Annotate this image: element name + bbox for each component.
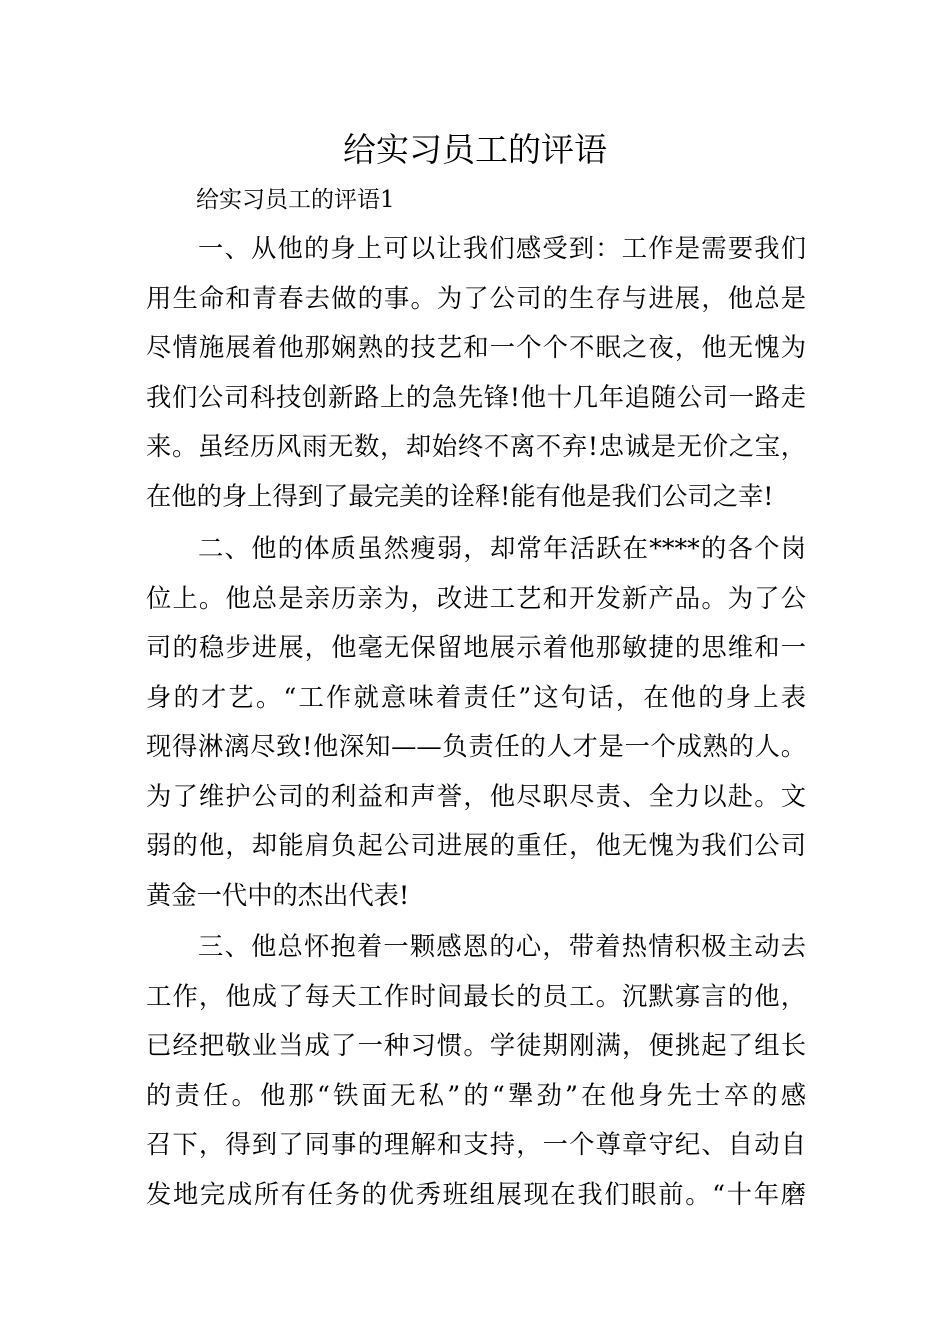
paragraph-2 [146,524,806,920]
paragraph-3 [146,922,806,1219]
paragraph-line: 为了维护公司的利益和声誉，他尽职尽责、全力以赴。文 [146,781,806,811]
document-title: 给实习员工的评语 [343,130,607,169]
paragraph-line: 位上。他总是亲历亲为，改进工艺和开发新产品。为了公 [146,583,806,613]
paragraph-line: 黄金一代中的杰出代表! [146,880,410,910]
paragraph-line: 在他的身上得到了最完美的诠释!能有他是我们公司之幸! [146,481,774,511]
paragraph-1 [146,224,806,521]
paragraph-line: 的责任。他那“铁面无私”的“犟劲”在他身先士卒的感 [146,1080,806,1110]
paragraph-line: 用生命和青春去做的事。为了公司的生存与进展，他总是 [146,283,806,313]
paragraph-line: 来。虽经历风雨无数，却始终不离不弃!忠诚是无价之宝， [146,432,806,461]
paragraph-line: 发地完成所有任务的优秀班组展现在我们眼前。“十年磨 [146,1179,806,1209]
paragraph-line: 工作，他成了每天工作时间最长的员工。沉默寡言的他， [146,981,806,1011]
paragraph-line: 现得淋漓尽致!他深知——负责任的人才是一个成熟的人。 [146,732,806,761]
paragraph-line: 一、从他的身上可以让我们感受到：工作是需要我们 [198,234,806,263]
paragraph-line: 二、他的体质虽然瘦弱，却常年活跃在****的各个岗 [198,534,806,563]
paragraph-line: 已经把敬业当成了一种习惯。学徒期刚满，便挑起了组长 [146,1031,806,1060]
paragraph-line: 三、他总怀抱着一颗感恩的心，带着热情积极主动去 [198,932,806,961]
paragraph-line: 召下，得到了同事的理解和支持，一个尊章守纪、自动自 [146,1130,806,1159]
paragraph-line: 我们公司科技创新路上的急先锋!他十几年追随公司一路走 [146,382,806,412]
paragraph-line: 司的稳步进展，他毫无保留地展示着他那敏捷的思维和一 [146,633,806,662]
paragraph-line: 尽情施展着他那娴熟的技艺和一个个不眠之夜，他无愧为 [146,333,806,362]
paragraph-line: 弱的他，却能肩负起公司进展的重任，他无愧为我们公司 [146,831,806,860]
paragraph-line: 身的才艺。“工作就意味着责任”这句话，在他的身上表 [146,682,806,712]
section-heading: 给实习员工的评语1 [196,187,395,213]
